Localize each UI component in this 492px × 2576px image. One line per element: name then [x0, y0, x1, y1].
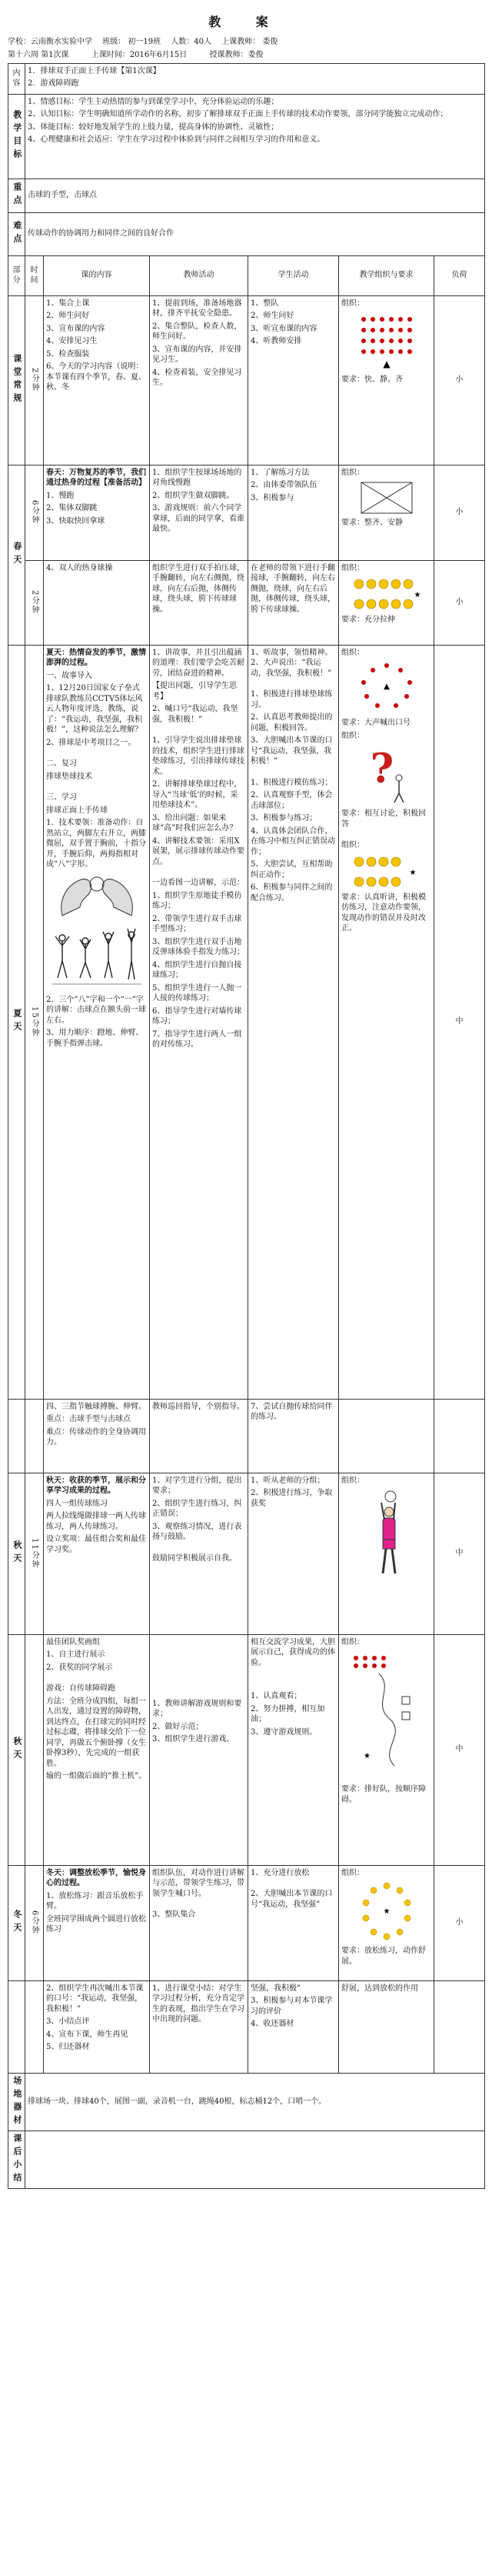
content-line: 1．排球双手正面上手传球【第1次课】	[28, 66, 161, 75]
time-field: 上课时间：2016年6月15日	[91, 51, 188, 60]
content-line: 2．游戏障碍跑	[28, 79, 79, 88]
part-label: 夏天	[8, 645, 25, 1399]
list-item: 6、今天的学习内容（说明：本节课有四个季节，春、夏、秋、冬	[46, 362, 146, 392]
student-col	[248, 1865, 339, 1980]
svg-text:★: ★	[414, 591, 421, 600]
teacher-col	[150, 645, 248, 1399]
list-item: 组织：	[341, 299, 364, 308]
teacher-col	[150, 465, 248, 560]
list-item: 2、组织学生做双脚跳。	[152, 491, 234, 500]
list-item: 2、讲解排球垫球过程中，导入“当球‘低’的时候，采用垫球技术”。	[152, 780, 242, 810]
student-col	[248, 465, 339, 560]
list-item: 组织：	[341, 468, 364, 477]
list-item: 4、双人的热身球操	[46, 563, 113, 572]
list-item: 秋天：收获的季节，展示和分享学习成果的过程。	[46, 1476, 146, 1496]
smiley-formation	[351, 576, 422, 612]
part-label	[8, 1980, 25, 2073]
svg-text:★: ★	[383, 1907, 390, 1917]
part-label	[8, 1399, 25, 1473]
list-item: 2、集体双脚跳	[46, 504, 98, 513]
week-field: 第十六周 第1次课	[8, 51, 69, 60]
list-item: 4、检查着装，安全排见习生。	[152, 368, 242, 388]
student-col	[248, 560, 339, 645]
goals-row	[8, 94, 485, 179]
list-item: 最佳团队奖画组	[46, 1637, 100, 1647]
section-autumn-b	[8, 1634, 485, 1865]
list-item: 1、充分进行放松	[251, 1868, 310, 1877]
list-item: 2、认真观察手型，体会击球部位；	[251, 791, 333, 810]
list-item: 1、慢跑	[46, 491, 75, 500]
list-item: 3、整队集合	[152, 1910, 196, 1920]
list-item: 要求：相互讨论，积极回答	[341, 809, 426, 829]
key-label: 重点	[8, 179, 25, 212]
equipment-cell: 排球场一块、排球40个，展图一副，录音机一台，跳绳40根，标志桶12个，口哨一个。	[25, 2073, 485, 2131]
load-col: 小	[434, 295, 485, 465]
content-col	[44, 295, 150, 465]
list-item: 组织：	[341, 1476, 364, 1485]
list-item: 2．三个“八”字和一个“一”字的讲解：击球点在额头前一球左右。	[46, 995, 146, 1025]
list-item: 5、归还器材	[46, 2043, 90, 2052]
list-item: 5、组织学生进行一人抛一人接的传球练习；	[152, 983, 242, 1003]
list-item: 一边看图一边讲解，示范：	[152, 879, 244, 888]
list-item: 组织：	[341, 648, 364, 657]
page-title: 教 案	[208, 15, 284, 29]
header-org: 教学组织与要求	[339, 255, 434, 295]
header-time: 时间	[25, 255, 44, 295]
class-field: 班级： 初一19班	[102, 37, 161, 46]
list-item: 方法：全班分成四组，每组一人出发，通过设置的障碍物，到达终点，在打球完的同时经过标志碟，将排球交给下一位同学，再做五个俯卧撑（女生卧撑3秒），先完成的一组获胜。	[46, 1697, 146, 1768]
load-col: 小	[434, 560, 485, 645]
list-item: 3、用力顺序：蹬地、伸臂、手腕手指弹击球。	[46, 1029, 144, 1048]
section-summer-cont	[8, 1399, 485, 1473]
list-item: 教师巡回指导，个别指导。	[152, 1402, 244, 1411]
double-circle-formation	[360, 1881, 414, 1943]
list-item: 3、快取快回拿球	[46, 516, 105, 526]
list-item: 1、进行课堂小结：对学生学习过程分析，充分肯定学生的表现，指出学生在学习中出现的问题。	[152, 1984, 244, 2024]
student-col	[248, 1399, 339, 1473]
time-label: 6分钟	[25, 1865, 44, 1980]
teacher-col	[150, 295, 248, 465]
list-item: 春天：万物复苏的季节，我们通过热身的过程【准备活动】	[46, 468, 146, 488]
lesson-table	[8, 63, 485, 2189]
list-item: 4、组织学生进行自抛自接球练习；	[152, 960, 242, 980]
smiley-formation	[351, 854, 422, 889]
list-item: 3、积极参与	[251, 493, 294, 502]
time-label: 6分钟	[25, 465, 44, 560]
list-item: 2、师生问好	[251, 312, 294, 321]
list-item: 设立奖项：最佳组合奖和最佳学习奖。	[46, 1535, 146, 1554]
list-item: 3、给出问题：如果来球“高”时我们应怎么办？	[152, 813, 238, 833]
list-item: 3、大胆喊出本节课的口号“我运动，我坚强，我积极！”	[251, 736, 333, 766]
list-item: 1、组织学生按球场场地的对角线慢跑	[152, 468, 242, 488]
list-item: 3、宣布课的内容，并安排见习生。	[152, 345, 242, 365]
column-header-row	[8, 255, 485, 295]
part-label: 课堂常规	[8, 295, 25, 465]
list-item: 2、排球是中考项目之一。	[46, 738, 136, 747]
count-field: 人数：40人	[171, 37, 212, 46]
list-item: 1、引导学生说出排球垫球的技术，组织学生进行排球垫球练习，引出排球传球技术。	[152, 736, 244, 776]
header-part: 部分	[8, 255, 25, 295]
list-item: 2、喊口号“我运动，我坚强，我积极！”	[152, 705, 238, 724]
list-item: 难点：传球动作的全身协调用力。	[46, 1427, 146, 1447]
section-autumn-a	[8, 1473, 485, 1634]
list-item: 2、做好示范；	[152, 1722, 204, 1731]
hand-shape-figure	[51, 873, 143, 919]
list-item: 重点：击球手型与击球点	[46, 1415, 131, 1424]
list-item: 2、组织学生进行练习，纠正错误；	[152, 1499, 242, 1519]
list-item: 要求：排好队，按顺序障碍。	[341, 1785, 426, 1804]
circle-formation	[356, 661, 417, 715]
list-item: 2、积极进行练习，争取获奖	[251, 1489, 333, 1508]
list-item: 要求：大声喊出口号	[341, 719, 411, 728]
goals-cell	[25, 94, 485, 179]
list-item: 排球正面上手传球	[46, 806, 108, 815]
content-cell	[25, 63, 485, 94]
list-item: 组织：	[341, 731, 364, 740]
teacher-col	[150, 1634, 248, 1865]
list-item: 2、大胆喊出本节课的口号“我运动，我坚强”	[251, 1890, 333, 1909]
list-item: 7、指导学生进行两人一组的对传练习。	[152, 1029, 242, 1049]
list-item: 3、遵守游戏规则。	[251, 1727, 317, 1737]
list-item: 3、组织学生进行游戏。	[152, 1735, 234, 1744]
list-item: 4、宣布下课，师生再见	[46, 2030, 128, 2039]
obstacle-course-diagram	[348, 1650, 425, 1781]
list-item: 在老师的带领下进行手翻接球，手腕翻转，向左右侧抛，绕球，向左右后抛，体侧传球，绕头球，胯下传球球操。	[251, 563, 335, 614]
list-item: 要求：放松练习，动作舒展。	[341, 1947, 426, 1966]
equipment-label: 场地器材	[8, 2073, 25, 2131]
list-item: 组织：	[341, 841, 364, 850]
load-col: 小	[434, 465, 485, 560]
list-item: 【提出问题，引导学生思考】	[152, 682, 237, 701]
time-label: 11分钟	[25, 1473, 44, 1634]
time-label	[25, 1399, 44, 1473]
list-item: 2、带领学生进行双手击球手型练习；	[152, 914, 242, 934]
list-item: 两人拉线绳做排球一两人传球练习，两人传球练习。	[46, 1512, 146, 1531]
content-col	[44, 1980, 150, 2073]
list-item: 2、师生问好	[46, 312, 90, 321]
header-content: 课的内容	[44, 255, 150, 295]
teacher-col	[150, 1865, 248, 1980]
list-item: 四人一组传球练习	[46, 1499, 108, 1508]
instructor-field: 授课教师：娄俊	[209, 51, 264, 60]
teacher-col	[150, 1473, 248, 1634]
list-item: 相互交流学习成果，大胆展示自己，获得成功的体验。	[251, 1637, 335, 1667]
time-label	[25, 1634, 44, 1865]
list-item: 3、积极参与练习；	[251, 814, 317, 823]
student-col	[248, 295, 339, 465]
org-col	[339, 560, 434, 645]
content-label: 内容	[8, 63, 25, 94]
load-col	[434, 1399, 485, 1473]
reflection-cell	[25, 2131, 485, 2188]
content-row	[8, 63, 485, 94]
part-label: 冬天	[8, 1865, 25, 1980]
list-item: 1、自主进行展示	[46, 1650, 105, 1660]
difficulty-label: 难点	[8, 212, 25, 255]
list-item: 1、教师讲解游戏规则和要求；	[152, 1699, 242, 1719]
content-col	[44, 645, 150, 1399]
list-item: 夏天：热情奋发的季节，激情澎湃的过程。	[46, 648, 146, 668]
list-item: 6、积极参与同伴之间的配合练习。	[251, 883, 333, 903]
list-item: 组织：	[341, 1637, 364, 1647]
svg-text:?: ?	[370, 746, 394, 793]
list-item: 3、组织学生进行双手击地反弹球体验手指发力练习；	[152, 937, 244, 957]
difficulty-row	[8, 212, 485, 255]
list-item: 4、听教师安排	[251, 337, 302, 346]
list-item: 2、集合整队，检查人数，师生问好。	[152, 322, 242, 342]
list-item: 6、指导学生进行对墙传球练习；	[152, 1006, 242, 1026]
reflection-label: 课后小结	[8, 2131, 25, 2188]
content-col	[44, 1634, 150, 1865]
time-label: 2分钟	[25, 295, 44, 465]
section-spring-a	[8, 465, 485, 560]
teacher-col	[150, 560, 248, 645]
key-row	[8, 179, 485, 212]
school-field: 学校：云南衡水实验中学	[8, 37, 92, 46]
time-label: 15分钟	[25, 645, 44, 1399]
goal-line: 4、心理健康和社会适应：学生在学习过程中体验到与同伴之间相互学习的作用和意义。	[28, 135, 325, 145]
list-item: 3、积极参与对本节课学习的评价	[251, 1997, 333, 2016]
list-item: 3、观察练习情况，进行表扬与鼓励。	[152, 1522, 242, 1542]
load-col: 中	[434, 1473, 485, 1634]
goal-line: 1、情感目标：学生主动热情的参与到课堂学习中，充分体验运动的乐趣；	[28, 97, 279, 106]
list-item: 2、由体委带领队伍	[251, 481, 317, 490]
meta-line-1	[8, 37, 484, 48]
header-student: 学生活动	[248, 255, 339, 295]
section-spring-b	[8, 560, 485, 645]
svg-text:★: ★	[409, 868, 416, 877]
part-label: 秋天	[8, 1473, 25, 1634]
list-item: 要求：充分拉伸	[341, 616, 395, 625]
svg-text:▲: ▲	[382, 359, 391, 370]
list-item: 组织：	[341, 563, 364, 572]
list-item: 一、故事导入	[46, 671, 92, 680]
key-cell: 击球的手型，击球点	[25, 179, 485, 212]
list-item: 鼓励同学积极展示自我。	[152, 1553, 237, 1563]
org-col	[339, 1865, 434, 1980]
list-item: 1、放松练习：跟音乐放松手臂。	[46, 1891, 144, 1911]
list-item: 组织学生进行双手拍压球，手腕翻转，向左右侧抛，绕球，向左右后抛，体侧传球，绕头球，胯下传球球操。	[152, 563, 244, 614]
list-item: 组织：	[341, 1868, 364, 1877]
list-item: 1、对学生进行分组，提出要求；	[152, 1476, 242, 1496]
student-col	[248, 645, 339, 1399]
list-item: 2、获奖的同学展示	[46, 1663, 113, 1672]
list-item: 1、认真观看；	[251, 1692, 302, 1701]
svg-text:▲: ▲	[383, 682, 390, 692]
list-item: 4、认真体会团队合作，在练习中相互纠正错误动作；	[251, 826, 335, 856]
list-item: 1、听从老师的分组；	[251, 1476, 325, 1485]
list-item: 舒展，达到放松的作用	[341, 1984, 418, 1993]
list-item: 1、了解练习方法	[251, 468, 310, 477]
list-item: 1、积极进行模仿练习；	[251, 778, 333, 787]
list-item: 4、收还器材	[251, 2020, 294, 2029]
content-col	[44, 1399, 150, 1473]
load-col: 小	[434, 1865, 485, 1980]
org-col	[339, 465, 434, 560]
section-summer	[8, 645, 485, 1399]
svg-text:★: ★	[363, 1752, 371, 1761]
passing-sequence-figure	[51, 923, 143, 992]
load-col	[434, 1980, 485, 2073]
court-diagram	[360, 481, 414, 515]
teacher-field: 上课教师： 娄俊	[221, 37, 278, 46]
list-item: 2、组织学生再次喊出本节课的口号：“我运动，我坚强，我积极！”	[46, 1984, 144, 2014]
teacher-col	[150, 1980, 248, 2073]
content-col	[44, 465, 150, 560]
list-item: 4、讲解技术要领：采用X展架，展示排球传球动作要点。	[152, 836, 244, 866]
list-item: 要求：认真听讲，积极模仿练习，注意动作要领，发现动作的错误并及时改正。	[341, 893, 426, 933]
org-col	[339, 295, 434, 465]
list-item: 1、讲故事，并且引出蕴涵的道理：我们要学会吃苦耐劳，团结奋进的精神。	[152, 648, 244, 678]
meta-line-2	[8, 50, 484, 61]
part-label: 秋天	[8, 1634, 25, 1865]
teacher-col	[150, 1399, 248, 1473]
list-item: 四、三指节触球搏腕、伸臂。	[46, 1402, 146, 1411]
header-load: 负荷	[434, 255, 485, 295]
list-item: 2、努力拼搏，相互加油；	[251, 1704, 325, 1724]
list-item: 1、12月20日国家女子垒式排球队教练员CCTV5体坛风云人物年度评选，教练，说了：“我运动，我坚强，我积极！”，这种说法怎么理解？	[46, 684, 143, 735]
formation-diagram	[348, 312, 425, 372]
list-item: 1．技术要领：准备动作：自然站立，两脚左右开立，两膝微屈，双手置于胸前，十指分开，手腕后仰，两拇指相对成“八”字形。	[46, 819, 146, 869]
list-item: 1、整队	[251, 299, 279, 308]
goal-line: 2、认知目标：学生明确知道所学动作的名称，初步了解排球双手正面上手传球的技术动作要领，部分同学能独立完成动作；	[28, 110, 448, 119]
content-col	[44, 1865, 150, 1980]
list-item: 二、复习	[46, 759, 77, 769]
list-item: 3、听宣布课的内容	[251, 324, 317, 333]
student-col	[248, 1473, 339, 1634]
time-label: 2分钟	[25, 560, 44, 645]
list-item: 1、听故事，领悟精神。2、大声说出：“我运动，我坚强，我积极！”	[251, 648, 333, 678]
list-item: 输的一组做后面的“推土机”。	[46, 1772, 147, 1781]
list-item: 组织队伍，对动作进行讲解与示范，带领学生练习，带领学生喊口号。	[152, 1868, 244, 1898]
list-item: 2、认真思考教师提出的问题，积极回答。	[251, 713, 333, 732]
equipment-row	[8, 2073, 485, 2131]
student-col	[248, 1634, 339, 1865]
part-label: 春天	[8, 465, 25, 645]
load-col: 中	[434, 1634, 485, 1865]
list-item: 1、组织学生原地徒手模仿练习；	[152, 891, 242, 911]
list-item: 要求：整齐、安静	[341, 519, 403, 528]
list-item: 1、提前到场，准备场地器材，排齐平抚安全隐患。	[152, 299, 242, 319]
time-label	[25, 1980, 44, 2073]
player-passing-figure	[360, 1489, 414, 1581]
reflection-row	[8, 2131, 485, 2188]
list-item: 游戏：自传球障碍跑	[46, 1684, 115, 1693]
list-item: 5、大胆尝试，互相帮助纠正动作；	[251, 860, 333, 879]
question-mark-figure	[364, 744, 410, 806]
section-closing	[8, 1980, 485, 2073]
org-col	[339, 645, 434, 1399]
list-item: 三、学习	[46, 793, 77, 802]
lesson-plan-page	[8, 0, 484, 2189]
list-item: 3、游戏规则：前六个同学拿球，后面的同学拿，看谁最快。	[152, 504, 244, 534]
content-col	[44, 1473, 150, 1634]
list-item: 3、小结点评	[46, 2017, 90, 2027]
list-item: 3、宣布课的内容	[46, 324, 105, 333]
list-item: 5、检查服装	[46, 349, 90, 359]
org-col	[339, 1634, 434, 1865]
list-item: 1、集合上课	[46, 299, 90, 308]
list-item: 7、尝试自抛传球给同伴的练习。	[251, 1402, 333, 1422]
student-col	[248, 1980, 339, 2073]
difficulty-cell: 传球动作的协调用力和同伴之间的良好合作	[25, 212, 485, 255]
list-item: 冬天：调整放松季节，愉悦身心的过程。	[46, 1868, 146, 1888]
section-winter	[8, 1865, 485, 1980]
goal-line: 3、体能目标：较好地发展学生的上肢力量，提高身体的协调性、灵敏性；	[28, 122, 279, 132]
header-teacher: 教师活动	[150, 255, 248, 295]
list-item: 排球垫球技术	[46, 772, 92, 781]
section-routine	[8, 295, 485, 465]
goals-label: 教学目标	[8, 94, 25, 179]
load-col: 中	[434, 645, 485, 1399]
org-col	[339, 1399, 434, 1473]
list-item: 4、安排见习生	[46, 337, 98, 346]
list-item: 1、积极进行排球垫球练习。	[251, 690, 333, 709]
org-col	[339, 1980, 434, 2073]
list-item: 坚强，我积极”	[251, 1984, 301, 1993]
list-item: 全班同学围成两个圆进行放松练习	[46, 1914, 146, 1934]
content-col	[44, 560, 150, 645]
list-item: 要求：快、静、齐	[341, 375, 403, 385]
org-col	[339, 1473, 434, 1634]
